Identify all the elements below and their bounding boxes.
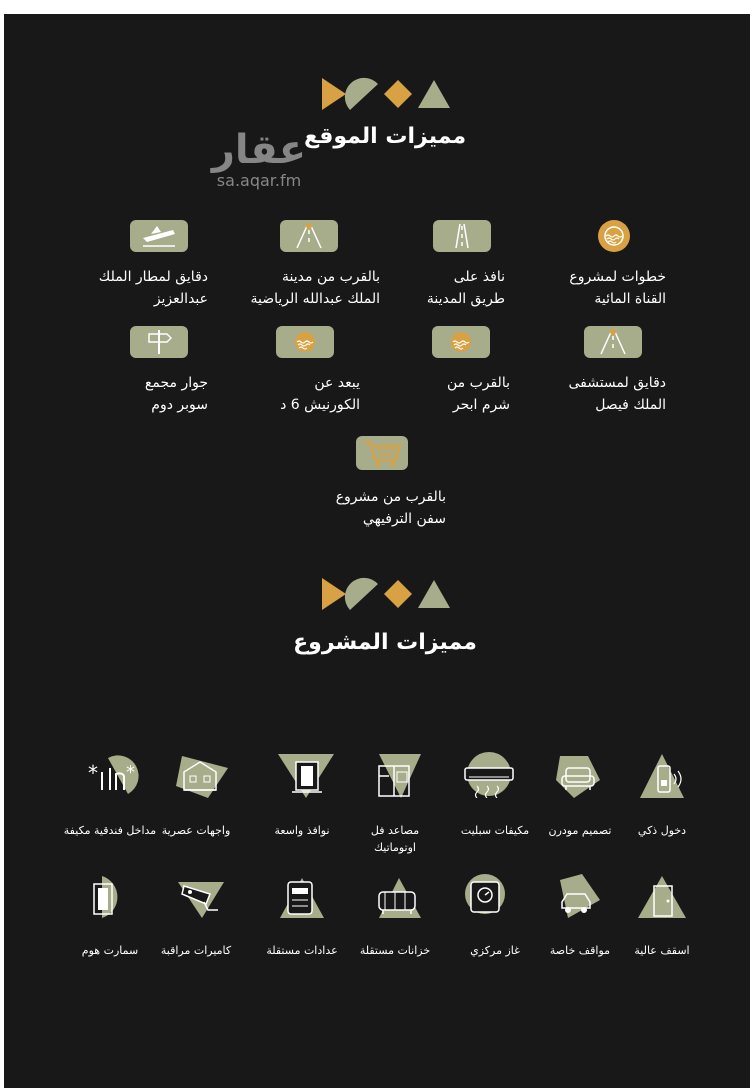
feature-label: غاز مركزي: [470, 944, 520, 957]
feature-label: مواقف خاصة: [549, 944, 611, 957]
road-icon: [280, 220, 338, 252]
signpost-icon: [130, 326, 188, 358]
location-item-label: يبعد عن الكورنيش 6 د: [280, 375, 360, 413]
hotel-stars-icon: [84, 760, 140, 794]
feature-smart-home: [78, 870, 188, 980]
road-icon: [584, 326, 642, 358]
feature-label: دخول ذكي: [637, 824, 687, 837]
feature-label: عدادات مستقلة: [266, 944, 338, 957]
window-icon: [290, 760, 324, 794]
location-item-label: دقايق لمستشفى الملك فيصل: [568, 375, 666, 413]
location-item-label: نافذ على طريق المدينة: [426, 269, 505, 307]
location-item-label: بالقرب من مدينة الملك عبدالله الرياضية: [250, 269, 380, 307]
feature-label: اسقف عالية: [634, 944, 690, 957]
location-item-label: جوار مجمع سوبر دوم: [144, 375, 208, 413]
feature-label: واجهات عصرية: [161, 824, 231, 837]
project-section-title: مميزات المشروع: [293, 630, 477, 655]
water-waves-icon: [276, 326, 334, 358]
watermark-url: sa.aqar.fm: [216, 171, 302, 190]
water-waves-icon: [432, 326, 490, 358]
feature-label: تصميم مودرن: [548, 824, 612, 837]
smart-lock-icon: [652, 764, 686, 796]
feature-label: كاميرات مراقبة: [160, 944, 232, 957]
location-item-label: بالقرب من مشروع سفن الترفيهي: [335, 489, 446, 527]
svg-text:*: *: [88, 761, 98, 785]
feature-label: مداخل فندقية مكيفة: [63, 824, 157, 837]
decorative-shapes-middle: [320, 576, 452, 612]
roads-icon: [433, 220, 491, 252]
water-waves-icon: [598, 220, 630, 252]
electric-meter-icon: [284, 880, 318, 918]
svg-text:*: *: [126, 762, 135, 783]
sofa-icon: [560, 764, 596, 794]
feature-label: نوافذ واسعة: [274, 824, 330, 837]
location-item-label: دقايق لمطار الملك عبدالعزيز: [98, 269, 208, 307]
airplane-icon: [130, 220, 188, 252]
aqar-watermark: [196, 128, 322, 192]
feature-label: خزانات مستقلة: [359, 944, 431, 957]
location-item-label: بالقرب من شرم ابحر: [446, 375, 510, 413]
location-section-title: مميزات الموقع: [303, 124, 467, 149]
feature-label: مصاعد فل اوتوماتيك: [370, 824, 420, 854]
door-icon: [650, 884, 678, 918]
feature-wide-windows: [272, 750, 382, 860]
decorative-shapes-top: [320, 76, 452, 112]
feature-label: سمارت هوم: [81, 944, 139, 957]
feature-hotel-entrances: [63, 750, 188, 860]
watermark-brand: عقار: [211, 127, 307, 173]
location-item-label: خطوات لمشروع القناة المائية: [569, 269, 666, 307]
smart-home-door-icon: [90, 882, 120, 918]
feature-label: مكيفات سبليت: [460, 824, 530, 837]
shopping-cart-icon: [356, 436, 408, 470]
feature-independent-meters: [266, 870, 382, 980]
